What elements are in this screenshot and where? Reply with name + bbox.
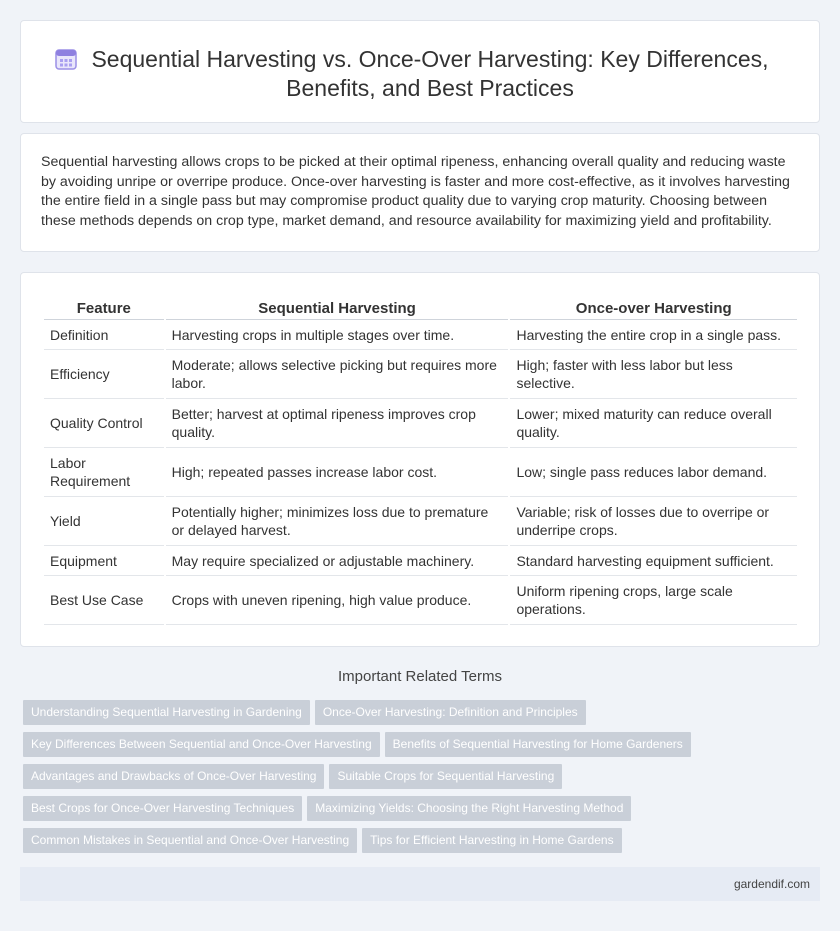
related-term-tag[interactable]: Tips for Efficient Harvesting in Home Gardens (362, 828, 621, 853)
site-name[interactable]: gardendif.com (733, 877, 810, 891)
related-term-tag[interactable]: Understanding Sequential Harvesting in Gardening (23, 700, 310, 725)
header-sequential: Sequential Harvesting (166, 297, 509, 320)
table-row (44, 546, 797, 576)
row-once-over: Variable; risk of losses due to overripe or underripe crops. (510, 497, 797, 546)
row-sequential: High; repeated passes increase labor cost. (166, 448, 509, 497)
row-feature: Yield (44, 497, 164, 546)
related-term-tag[interactable]: Advantages and Drawbacks of Once-Over Harvesting (23, 764, 324, 789)
table-row (44, 350, 797, 399)
tag-row (23, 828, 823, 860)
row-feature: Equipment (44, 546, 164, 576)
tag-row (23, 764, 823, 796)
row-feature: Labor Requirement (44, 448, 164, 497)
table-row (44, 320, 797, 350)
related-term-tag[interactable]: Benefits of Sequential Harvesting for Home Gardeners (385, 732, 691, 757)
row-sequential: Harvesting crops in multiple stages over time. (166, 320, 509, 350)
row-sequential: Potentially higher; minimizes loss due to premature or delayed harvest. (166, 497, 509, 546)
footer (20, 867, 820, 901)
table-header-row (44, 297, 797, 320)
tag-row (23, 700, 823, 732)
table-row (44, 448, 797, 497)
row-sequential: Crops with uneven ripening, high value produce. (166, 576, 509, 625)
related-terms-list (23, 700, 823, 860)
row-sequential: May require specialized or adjustable machinery. (166, 546, 509, 576)
related-term-tag[interactable]: Maximizing Yields: Choosing the Right Harvesting Method (307, 796, 631, 821)
comparison-table-card (20, 272, 820, 647)
header-feature: Feature (44, 297, 164, 320)
summary-card (20, 133, 820, 252)
comparison-table (42, 297, 799, 625)
header-card (20, 20, 820, 123)
row-feature: Quality Control (44, 399, 164, 448)
row-once-over: Low; single pass reduces labor demand. (510, 448, 797, 497)
related-term-tag[interactable]: Key Differences Between Sequential and Once-Over Harvesting (23, 732, 380, 757)
row-once-over: Uniform ripening crops, large scale operations. (510, 576, 797, 625)
tag-row (23, 732, 823, 764)
row-once-over: Lower; mixed maturity can reduce overall quality. (510, 399, 797, 448)
related-term-tag[interactable]: Once-Over Harvesting: Definition and Principles (315, 700, 586, 725)
row-feature: Efficiency (44, 350, 164, 399)
related-term-tag[interactable]: Common Mistakes in Sequential and Once-Over Harvesting (23, 828, 357, 853)
related-term-tag[interactable]: Best Crops for Once-Over Harvesting Techniques (23, 796, 302, 821)
row-once-over: Standard harvesting equipment sufficient. (510, 546, 797, 576)
summary-text: Sequential harvesting allows crops to be picked at their optimal ripeness, enhancing overall quality and reducing waste by avoiding unripe or overripe produce. Once-over harvesting is faster and more cost-effective, as it involves harvesting the entire field in a single pass but may compromise product quality due to varying crop maturity. Choosing between these methods depends on crop type, market demand, and resource availability for maximizing yield and profitability. (41, 154, 790, 229)
table-row (44, 497, 797, 546)
table-row (44, 576, 797, 625)
related-terms-title: Important Related Terms (338, 668, 502, 685)
row-feature: Definition (44, 320, 164, 350)
row-feature: Best Use Case (44, 576, 164, 625)
row-sequential: Moderate; allows selective picking but requires more labor. (166, 350, 509, 399)
table-row (44, 399, 797, 448)
row-sequential: Better; harvest at optimal ripeness improves crop quality. (166, 399, 509, 448)
row-once-over: High; faster with less labor but less selective. (510, 350, 797, 399)
tag-row (23, 796, 823, 828)
related-term-tag[interactable]: Suitable Crops for Sequential Harvesting (329, 764, 562, 789)
page-title: Sequential Harvesting vs. Once-Over Harvesting: Key Differences, Benefits, and Best Practices (91, 46, 769, 101)
row-once-over: Harvesting the entire crop in a single pass. (510, 320, 797, 350)
header-once-over: Once-over Harvesting (510, 297, 797, 320)
